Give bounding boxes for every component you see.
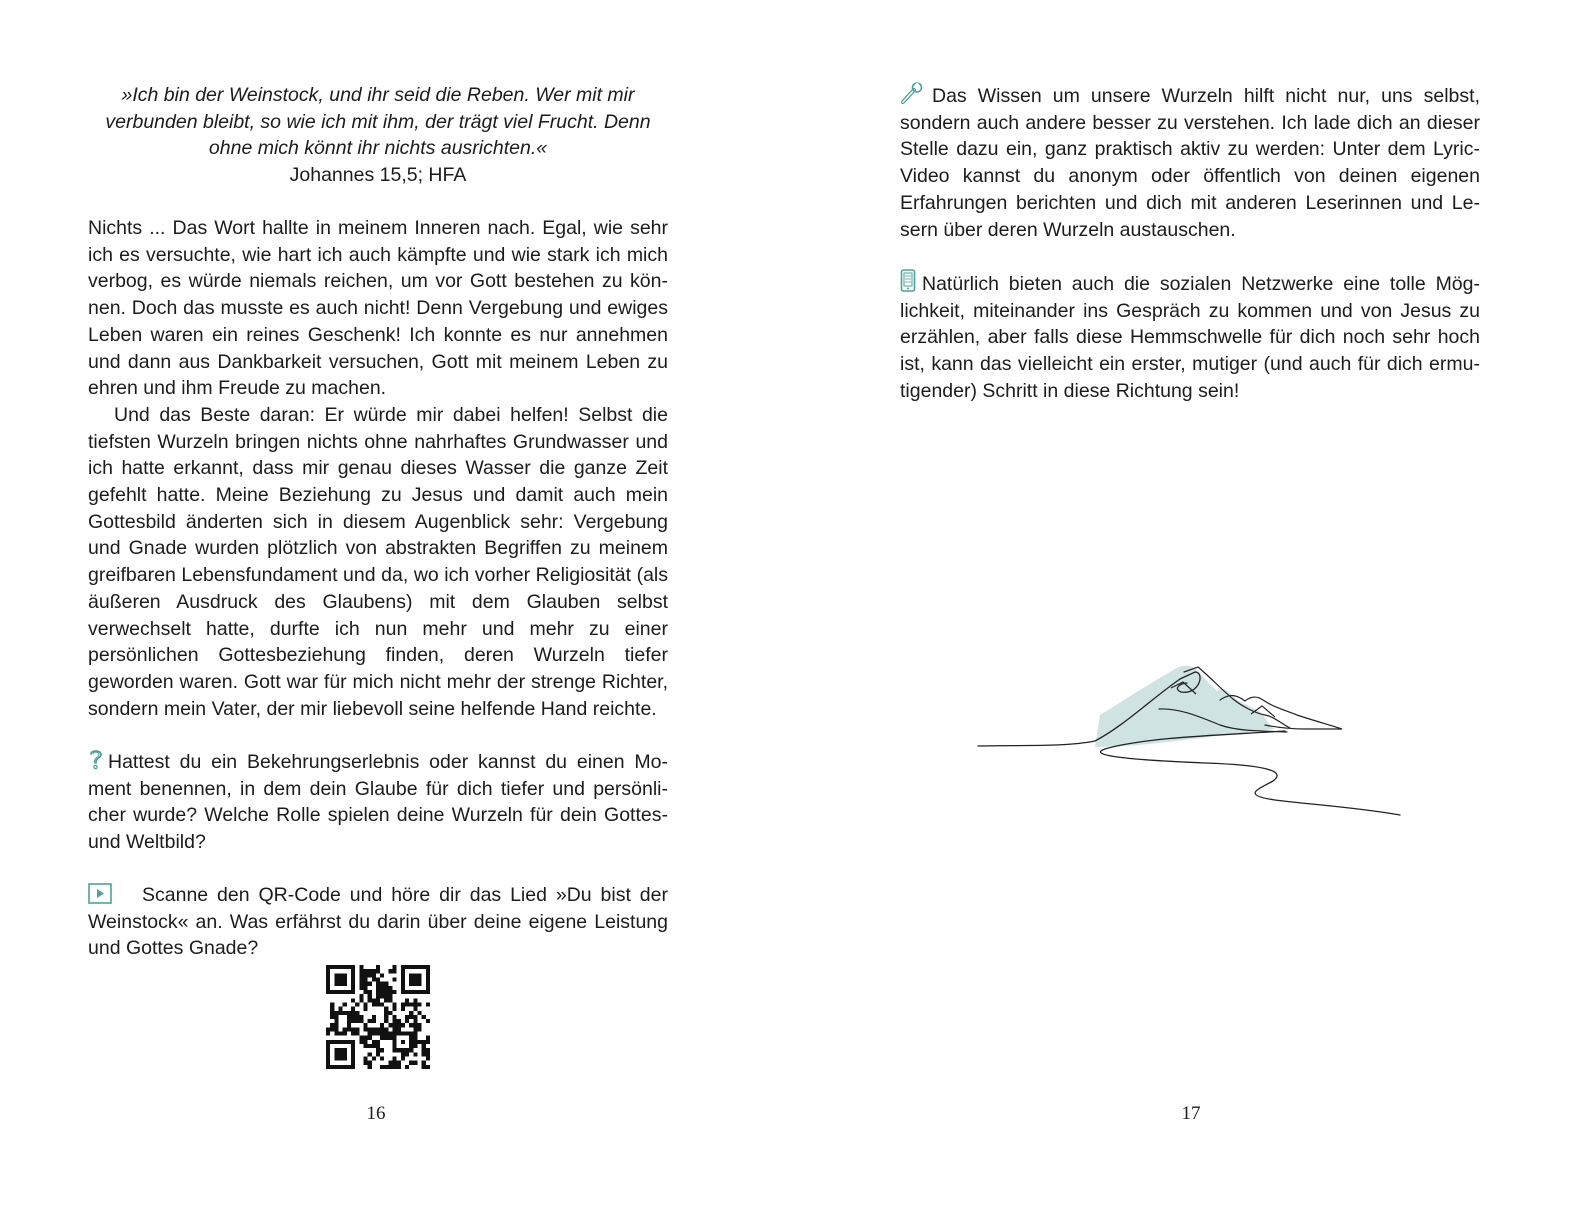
smartphone-icon <box>900 269 916 292</box>
discussion-text: Das Wissen um unsere Wurzeln hilft nicht nur, uns selbst, sondern auch andere besser zu verstehen. Ich lade dich an dieser Stelle dazu ein, ganz praktisch aktiv zu werden: Unter dem Lyric-Video kannst du anonym oder öffentlich von deinen eigenen Erfahrungen berichten und dich mit anderen Leserinnen und Lesern über deren Wurzeln austauschen. <box>900 85 1480 241</box>
reflection-question <box>88 748 668 856</box>
social-text: Natürlich bieten auch die sozialen Netzwerke eine tolle Möglichkeit, miteinander ins Gespräch zu kommen und von Jesus zu erzählen, aber falls diese Hemmschwelle für dich noch sehr hoch ist, kann das vielleicht ein erster, mutiger (und auch für dich ermutigender) Schritt in diese Richtung sein! <box>900 273 1480 402</box>
paragraph: Nichts ... Das Wort hallte in meinem Inneren nach. Egal, wie sehr ich es versuchte, wie hart ich auch kämpfte und wie stark ich mich verbog, es würde niemals reichen, um vor Gott bestehen zu können. Doch das musste es auch nicht! Denn Vergebung und ewiges Leben waren ein reines Geschenk! Ich konnte es nur annehmen und dann aus Dankbarkeit versuchen, Gott mit meinem Leben zu ehren und ihm Freude zu machen. <box>88 217 668 400</box>
qr-code[interactable] <box>326 965 430 1069</box>
page-number: 17 <box>1181 1103 1201 1124</box>
question-text: Hattest du ein Bekehrungserlebnis oder kannst du einen Moment benennen, in dem dein Glaube für dich tiefer und persönlicher wurde? Welche Rolle spielen deine Wurzeln für dein Gottes- und Weltbild? <box>88 751 668 854</box>
question-mark-icon <box>88 748 104 770</box>
mountains-illustration <box>975 655 1405 825</box>
discussion-paragraph <box>900 82 1480 243</box>
media-prompt-text: Scanne den QR-Code und höre dir das Lied »Du bist der Weinstock« an. Was erfährst du darin über deine eigene Leistung und Gottes Gnade? <box>88 884 668 960</box>
play-icon <box>88 883 112 904</box>
media-prompt <box>88 882 668 962</box>
quote-reference: Johannes 15,5; HFA <box>289 163 467 186</box>
social-paragraph <box>900 269 1480 405</box>
paragraph: Und das Beste daran: Er würde mir dabei helfen! Selbst die tiefsten Wurzeln bringen nichts ohne nahrhaftes Grundwasser und ich hatte erkannt, dass mir genau dieses Wasser die ganze Zeit gefehlt hatte. Meine Beziehung zu Jesus und damit auch mein Gottesbild änderten sich in diesem Augenblick sehr: Vergebung und Gnade wurden plötzlich von abstrakten Begriffen zu meinem greifbaren Lebensfundament und da, wo ich vorher Religiosität (als äußeren Ausdruck des Glaubens) mit dem Glauben selbst verwechselt hatte, durfte ich nun mehr und mehr zu einer persönlichen Gottesbeziehung finden, deren Wurzeln tiefer geworden waren. Gott war für mich nicht mehr der strenge Richter, sondern mein Vater, der mir liebevoll seine helfende Hand reichte. <box>88 403 668 720</box>
quote-text: »Ich bin der Weinstock, und ihr seid die Reben. Wer mit mir verbunden bleibt, so wie ich mit ihm, der trägt viel Frucht. Denn ohne mich könnt ihr nichts ausrichten.« <box>105 84 651 159</box>
wrench-icon <box>900 82 924 104</box>
bible-quote <box>88 82 668 188</box>
main-text <box>88 215 668 722</box>
right-page <box>797 0 1594 1211</box>
page-number: 16 <box>366 1103 386 1124</box>
